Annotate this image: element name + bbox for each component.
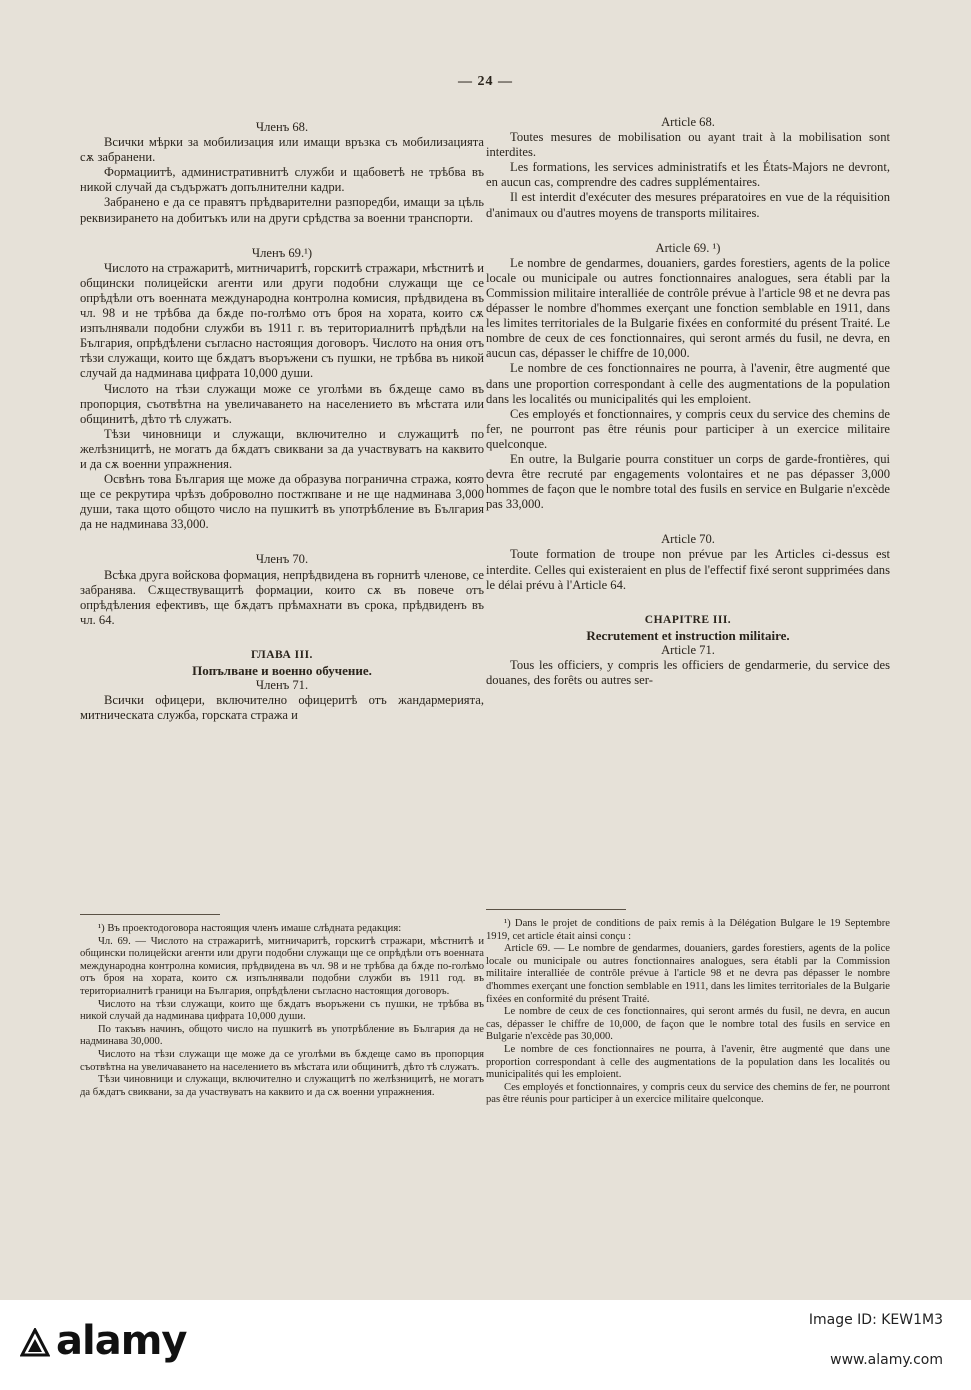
paragraph: Освѣнъ това България ще може да образува погранична стража, която ще се рекрутира чрѣзъ доброволно постжпване и не ще надминава 3,000 души, така щото общото число на пушкитѣ въ употрѣбление въ България да не надминава 33,000. [80, 472, 484, 532]
footnote-paragraph: Le nombre de ces fonctionnaires ne pourra, à l'avenir, être augmenté que dans une proportion correspondant à celle des augmentations de la population dans les localités ou municipalités qui les emploient. [486, 1043, 890, 1081]
alamy-logo-icon [20, 1328, 50, 1358]
chapter-title: Recrutement et instruction militaire. [586, 627, 790, 643]
chapter-heading: ГЛАВА III. [251, 648, 313, 661]
paragraph: Ces employés et fonctionnaires, y compris ceux du service des chemins de fer, ne pourront pas être réunis pour participer à un exercice militaire quelconque. [486, 406, 890, 451]
right-column [486, 115, 890, 688]
footnote-rule [80, 914, 220, 915]
paragraph: Le nombre de ces fonctionnaires ne pourra, à l'avenir, être augmenté que dans une proportion correspondant à celle des augmentations de la population dans les localités ou municipalités qui les emploient. [486, 361, 890, 406]
footnote-intro: ¹) Dans le projet de conditions de paix remis à la Délégation Bulgare le 19 Septembre 1919, cet article était ainsi conçu : [486, 918, 890, 942]
site-url[interactable]: www.alamy.com [830, 1352, 943, 1368]
logo-text: alamy [56, 1318, 187, 1364]
paragraph: Le nombre de gendarmes, douaniers, gardes forestiers, agents de la police locale ou municipale ou autres fonctionnaires analogues, sera établi par la Commission militaire interalliée de contrôle prévue à l'article 98 et ne devra pas dépasser le nombre d'hommes exerçant une fonction semblable en 1911, dans les limites territoriales de la Bulgarie fixées en conformité du présent Traité. Le nombre de ceux de ces fonctionnaires, qui seront armés du fusil, ne devra, en aucun cas, dépasser le chiffre de 10,000. [486, 255, 890, 361]
footnote-paragraph: По такъвъ начинъ, общото число на пушкитѣ въ употрѣбление въ България да не надминава 30,000. [80, 1023, 484, 1048]
footnote-paragraph: Числото на тѣзи служащи ще може да се уголѣми въ бѫдеще само въ пропорция съотвѣтна на увеличаването на населението въ мѣстата или общинитѣ, дѣто тѣ служатъ. [80, 1048, 484, 1073]
footnote-paragraph: Le nombre de ceux de ces fonctionnaires, qui seront armés du fusil, ne devra, en aucun cas, dépasser le chiffre de 10,000, de façon que le nombre total des fusils en service en Bulgarie n'excède pas 30,000. [486, 1006, 890, 1043]
paragraph: Всички офицери, включително офицеритѣ отъ жандармерията, митническата служба, горската стража и [80, 693, 484, 723]
paragraph: Toutes mesures de mobilisation ou ayant trait à la mobilisation sont interdites. [486, 130, 890, 160]
footnote-paragraph: Article 69. — Le nombre de gendarmes, douaniers, gardes forestiers, agents de la police locale ou municipale ou autres fonctionnaires analogues, sera établi par la Commission militaire interalliée de contrôle prévue à l'article 98 et ne devra pas dépasser le nombre d'hommes exerçant une fonction semblable en 1911, dans les limites territoriales de la Bulgarie fixées en conformité du présent Traité. [486, 943, 890, 1005]
article-70-heading: Членъ 70. [255, 552, 309, 567]
article-69-heading: Article 69. ¹) [655, 240, 721, 255]
article-70-heading: Article 70. [661, 532, 715, 547]
chapter-heading: CHAPITRE III. [644, 613, 732, 626]
left-footnote [80, 923, 484, 1099]
page-number: — 24 — [458, 74, 513, 89]
footnote-paragraph: Чл. 69. — Числото на стражаритѣ, митничаритѣ, горскитѣ стражари, мѣстнитѣ и общински полицейски агенти или други подобни служащи ще се опрѣдѣли отъ военната международна контролна комисия, прѣдвидена въ чл. 98 и не трѣбва да бѫде по-голѣмо отъ броя на хората, които сѫ изпълнявали подобни служби въ 1911 год. въ териториалнитѣ граници на България, опрѣдѣлени съгласно настоящия договоръ. [80, 935, 484, 997]
footnote-paragraph: Тѣзи чиновници и служащи, включително и служащитѣ по желѣзницитѣ, не могатъ да бѫдатъ свиквани, за да участвуватъ на каквито и да сѫ военни упражнения. [80, 1074, 484, 1098]
alamy-logo[interactable] [20, 1318, 186, 1364]
paragraph: Toute formation de troupe non prévue par les Articles ci-dessus est interdite. Celles qui existeraient en plus de l'effectif fixé seront supprimées dans le délai prévu à l'Article 64. [486, 547, 890, 592]
article-68-heading: Article 68. [661, 115, 715, 129]
paragraph: Тѣзи чиновници и служащи, включително и служащитѣ по желѣзницитѣ, не могатъ да бѫдатъ свиквани за да участвуватъ на каквито и да сѫ военни упражнения. [80, 426, 484, 471]
article-68-heading: Членъ 68. [255, 120, 309, 134]
article-71-heading: Членъ 71. [255, 678, 309, 693]
paragraph: En outre, la Bulgarie pourra constituer un corps de garde-frontières, qui devra être recruté par engagements volontaires et ne pas dépasser 3,000 hommes de façon que le nombre total des fusils en service en Bulgarie n'excède pas 33,000. [486, 451, 890, 512]
footnote-intro: ¹) Въ проектодоговора настоящия членъ имаше слѣдната редакция: [98, 923, 402, 934]
article-71-heading: Article 71. [661, 642, 715, 657]
paragraph: Всички мѣрки за мобилизация или имащи връзка съ мобилизацията сѫ забранени. [80, 135, 484, 165]
paragraph: Числото на тѣзи служащи може се уголѣми въ бѫдеще само въ пропорция, съотвѣтна на увеличаването на населението въ мѣстата или общинитѣ, дѣто тѣ служатъ. [80, 381, 484, 426]
image-id: Image ID: KEW1M3 [808, 1312, 943, 1328]
right-footnote [486, 918, 890, 1107]
chapter-title: Попълване и военно обучение. [192, 663, 372, 678]
left-column [80, 120, 484, 723]
paragraph: Числото на стражаритѣ, митничаритѣ, горскитѣ стражари, мѣстнитѣ и общински полицейски агенти или други подобни служащи ще се опрѣдѣли отъ военната международна контролна комисия, прѣдвидена въ чл. 98 и не трѣбва да бѫде по-голѣмо отъ броя на хората, които сѫ изпълнявали подобни служби въ 1911 г. въ териториалнитѣ прѣдѣли на България, опрѣдѣлени съгласно настоящия договоръ. Числото на ония отъ тѣзи служащи, които ще бѫдатъ въоръжени съ пушки, не трѣбва въ никой случай да надминава цифрата 10,000 души. [80, 260, 484, 381]
paragraph: Формациитѣ, административнитѣ служби и щабоветѣ не трѣбва въ никой случай да съдържатъ допълнителни кадри. [80, 165, 484, 195]
article-69-heading: Членъ 69.¹) [251, 245, 313, 260]
paragraph: Забранено е да се правятъ прѣдварителни разпоредби, имащи за цѣль реквизирането на добитъкъ или на други срѣдства за военни транспорти. [80, 195, 484, 225]
paragraph: Il est interdit d'exécuter des mesures préparatoires en vue de la réquisition d'animaux ou d'autres moyens de transports militaires. [486, 190, 890, 220]
paragraph: Les formations, les services administratifs et les États-Majors ne devront, en aucun cas, comprendre des cadres supplémentaires. [486, 160, 890, 190]
footnote-paragraph: Ces employés et fonctionnaires, y compris ceux du service des chemins de fer, ne pourront pas être réunis pour participer à un exercice militaire quelconque. [486, 1081, 890, 1106]
footnote-paragraph: Числото на тѣзи служащи, които ще бѫдатъ въоръжени съ пушки, не трѣбва въ никой случай да надминава цифрата 10,000 души. [80, 998, 484, 1023]
paragraph: Tous les officiers, y compris les officiers de gendarmerie, du service des douanes, des forêts ou autres ser- [486, 658, 890, 688]
footnote-rule [486, 909, 626, 910]
paragraph: Всѣка друга войскова формация, непрѣдвидена въ горнитѣ членове, се забранява. Сѫществуващитѣ формации, които сѫ въ повече отъ опрѣдѣления ефективъ, ще бѫдатъ прѣмахнати въ срока, прѣдвиденъ въ чл. 64. [80, 567, 484, 627]
